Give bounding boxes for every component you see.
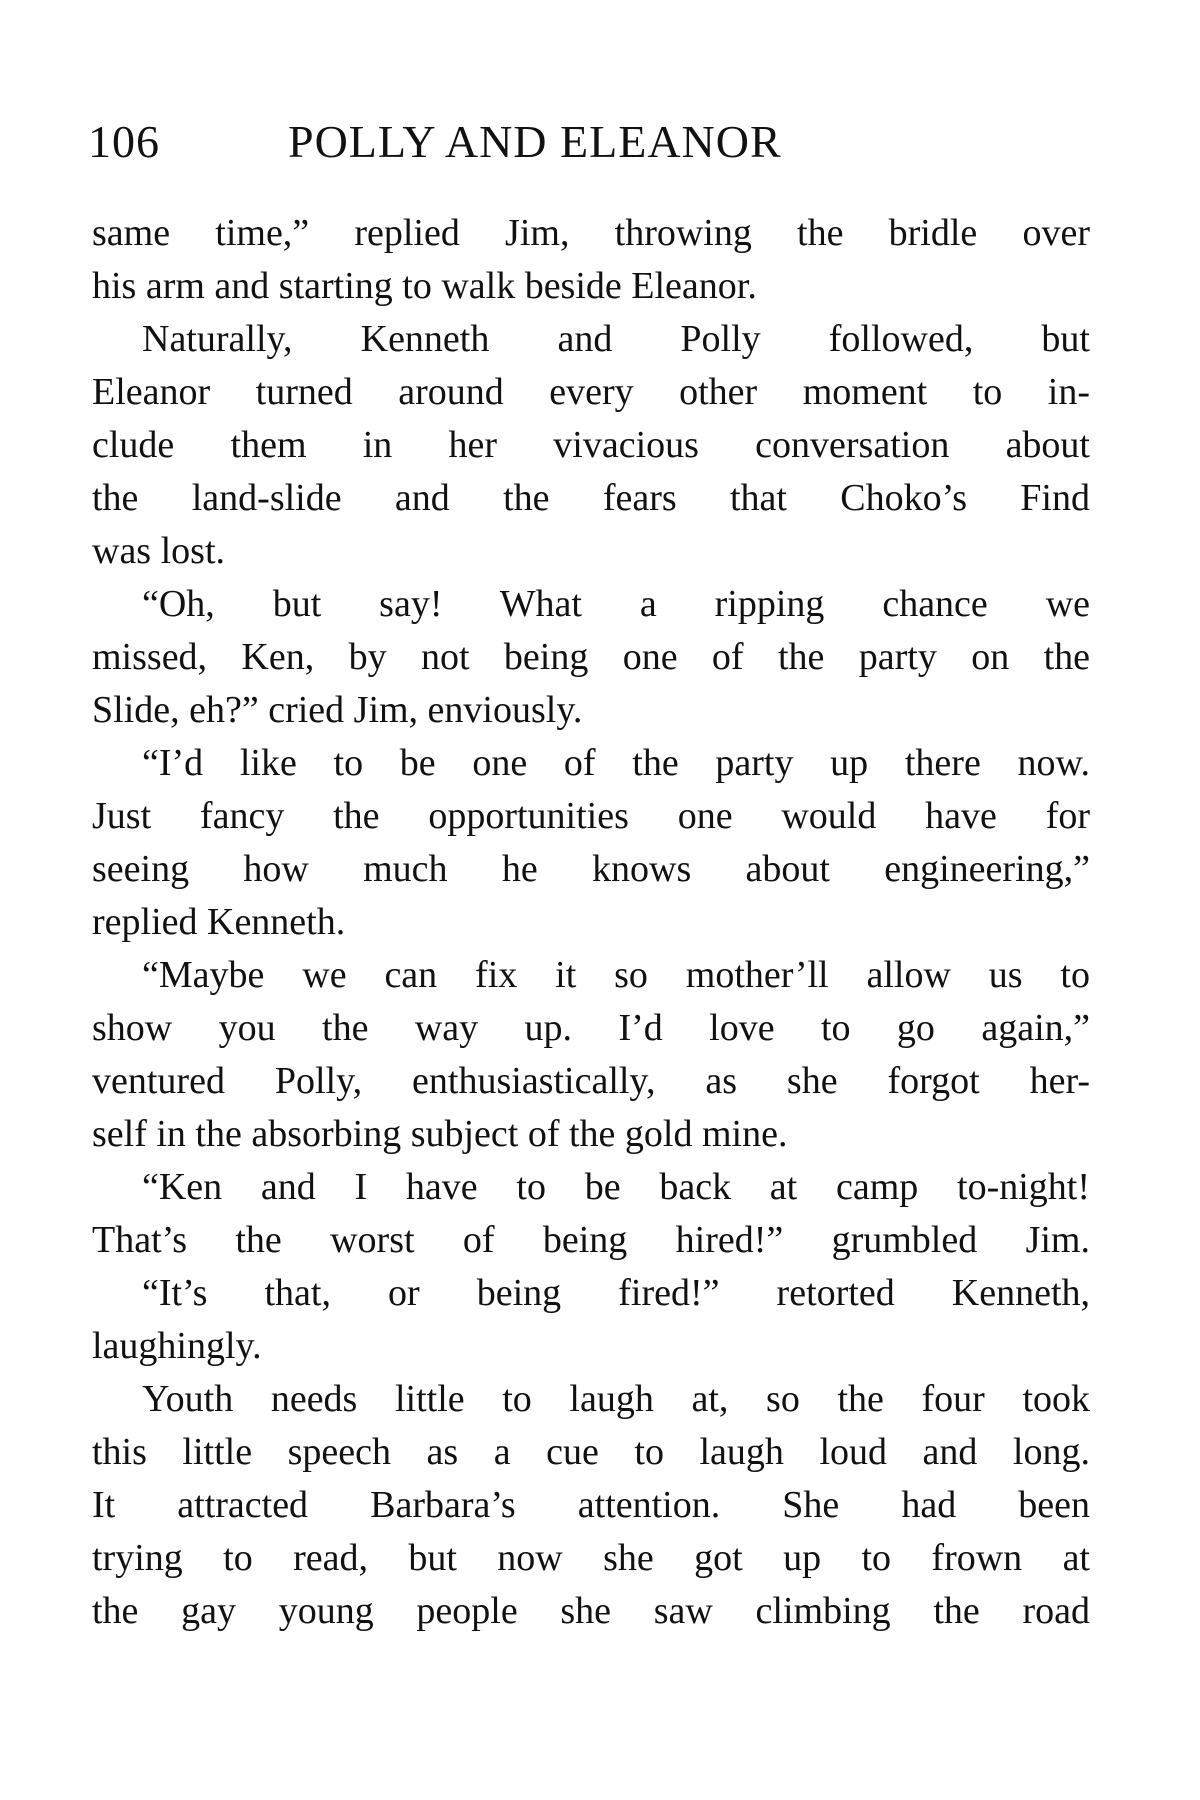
text-line: self in the absorbing subject of the gold mine. bbox=[92, 1113, 788, 1155]
text-line: Youth needs little to laugh at, so the four took bbox=[142, 1378, 1090, 1420]
text-line: “Maybe we can fix it so mother’ll allow us to bbox=[142, 954, 1090, 996]
text-line: laughingly. bbox=[92, 1325, 262, 1367]
text-line: It attracted Barbara’s attention. She had been bbox=[92, 1484, 1090, 1526]
text-line: same time,” replied Jim, throwing the bridle over bbox=[92, 212, 1090, 254]
text-line: replied Kenneth. bbox=[92, 901, 346, 943]
text-line: Slide, eh?” cried Jim, enviously. bbox=[92, 689, 583, 731]
running-head bbox=[88, 112, 1088, 172]
text-line: show you the way up. I’d love to go again,” bbox=[92, 1007, 1090, 1049]
text-line: the gay young people she saw climbing the road bbox=[92, 1590, 1090, 1632]
text-line: clude them in her vivacious conversation about bbox=[92, 424, 1090, 466]
text-line: the land-slide and the fears that Choko’s Find bbox=[92, 477, 1090, 519]
text-line: “Oh, but say! What a ripping chance we bbox=[142, 583, 1090, 625]
text-line: this little speech as a cue to laugh loud and long. bbox=[92, 1431, 1090, 1473]
text-line: “Ken and I have to be back at camp to-night! bbox=[142, 1166, 1090, 1208]
body-text bbox=[92, 207, 1090, 1638]
text-line: was lost. bbox=[92, 530, 225, 572]
text-line: Naturally, Kenneth and Polly followed, but bbox=[142, 318, 1090, 360]
text-line: trying to read, but now she got up to frown at bbox=[92, 1537, 1090, 1579]
text-line: his arm and starting to walk beside Eleanor. bbox=[92, 265, 757, 307]
text-line: That’s the worst of being hired!” grumbled Jim. bbox=[92, 1219, 1090, 1261]
running-title: POLLY AND ELEANOR bbox=[288, 116, 782, 167]
page-number: 106 bbox=[88, 116, 160, 167]
text-line: “I’d like to be one of the party up there now. bbox=[142, 742, 1090, 784]
text-line: “It’s that, or being fired!” retorted Kenneth, bbox=[142, 1272, 1090, 1314]
text-line: missed, Ken, by not being one of the party on the bbox=[92, 636, 1090, 678]
text-line: ventured Polly, enthusiastically, as she forgot her- bbox=[92, 1060, 1090, 1102]
text-line: Just fancy the opportunities one would have for bbox=[92, 795, 1090, 837]
text-line: Eleanor turned around every other moment to in- bbox=[92, 371, 1090, 413]
text-line: seeing how much he knows about engineering,” bbox=[92, 848, 1090, 890]
